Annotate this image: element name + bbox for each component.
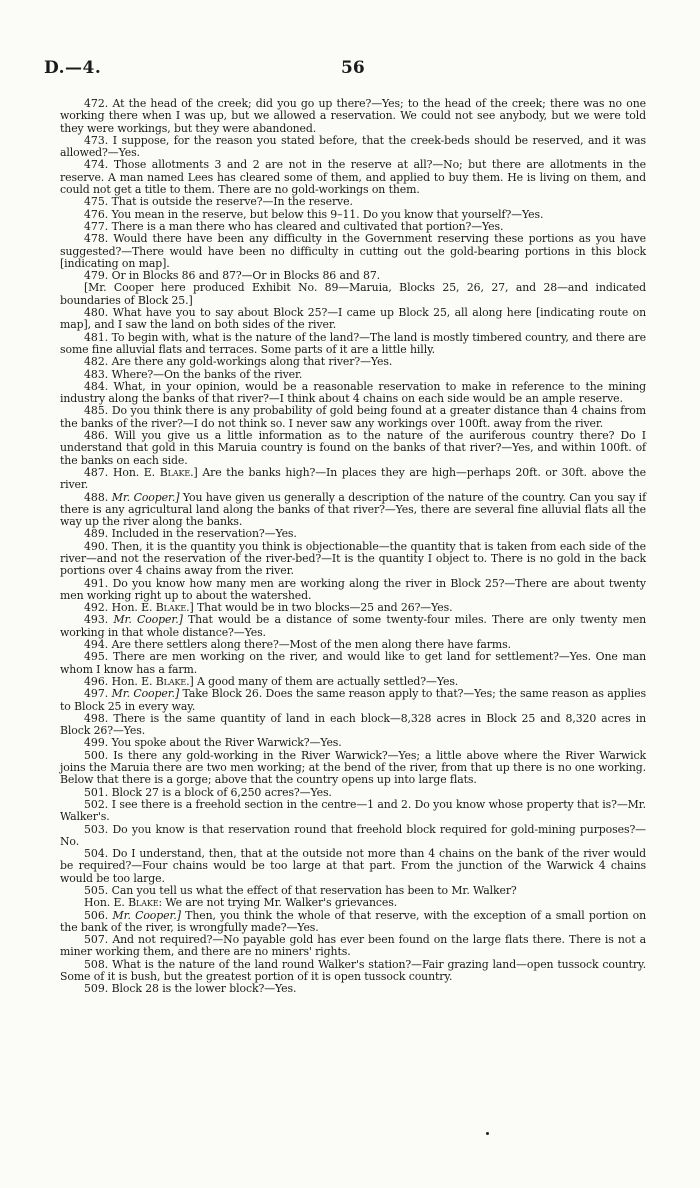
stray-mark <box>486 1132 489 1135</box>
paragraph-text: Do you think there is any probability of gold being found at a greater distance than 4 chains from the banks of the river?—I do not think so. I never saw any workings over 100ft. away from the river. <box>60 404 646 430</box>
question-number: 475. <box>84 195 109 209</box>
paragraph-text: Will you give us a little information as to the nature of the auriferous country there? Do I understand that gold in this Maruia country is found on the banks of that river?—Yes, and within 100ft. of the banks on each side. <box>60 429 646 467</box>
transcript-paragraph <box>60 332 646 357</box>
paragraph-text: Do I understand, then, that at the outside not more than 4 chains on the bank of the river would be required?—Four chains would be too large at that part. From the junction of the Warwick 4 chains would be too large. <box>60 847 646 885</box>
paragraph-text: What is the nature of the land round Walker's station?—Fair grazing land—open tussock country. Some of it is bush, but the greatest portion of it is open tussock country. <box>60 957 646 984</box>
transcript-paragraph <box>60 307 646 332</box>
speaker-name: Blake.] <box>155 601 194 615</box>
transcript-paragraph <box>60 492 646 529</box>
transcript-paragraph <box>60 282 646 307</box>
question-number: 473. <box>84 133 109 147</box>
transcript-paragraph <box>60 959 646 984</box>
transcript-body <box>60 98 646 996</box>
question-number: 490. <box>84 539 109 553</box>
paragraph-text: You have given us generally a description of the nature of the country. Can you say if there is any agricultural land along the banks of that river?—Yes, there are several fine alluvial flats all the way up the river along the banks. <box>60 490 646 529</box>
paragraph-text: That would be in two blocks—25 and 26?—Yes. <box>193 601 453 615</box>
paragraph-text: Are the banks high?—In places they are high—perhaps 20ft. or 30ft. above the river. <box>60 465 646 492</box>
speaker-name: Mr. Cooper.] <box>111 687 180 701</box>
question-number: 480. <box>84 306 109 320</box>
question-number: 487. <box>84 465 109 479</box>
paragraph-text: There are men working on the river, and would like to get land for settlement?—Yes. One man whom I know has a farm. <box>60 650 646 676</box>
transcript-paragraph <box>60 578 646 603</box>
paragraph-text: [Mr. Cooper here produced Exhibit No. 89—Maruia, Blocks 25, 26, 27, and 28—and indicated boundaries of Block 25.] <box>60 281 646 307</box>
transcript-paragraph <box>60 405 646 430</box>
transcript-paragraph <box>60 541 646 578</box>
speaker-name: Blake.] <box>159 465 198 479</box>
transcript-paragraph <box>60 934 646 959</box>
transcript-paragraph <box>60 614 646 639</box>
question-number: 504. <box>84 847 109 861</box>
paragraph-text: You spoke about the River Warwick?—Yes. <box>111 736 342 750</box>
paragraph-text: There is a man there who has cleared and cultivated that portion?—Yes. <box>111 219 504 233</box>
question-number: 491. <box>84 576 109 590</box>
question-number: 481. <box>84 330 109 344</box>
page-number: 56 <box>341 58 365 78</box>
question-number: 483. <box>84 367 109 381</box>
paragraph-text: Where?—On the banks of the river. <box>111 367 303 381</box>
transcript-paragraph <box>60 159 646 196</box>
question-number: 497. <box>84 687 109 701</box>
transcript-paragraph <box>60 651 646 676</box>
paragraph-text: Can you tell us what the effect of that reservation has been to Mr. Walker? <box>111 884 517 897</box>
page-header <box>44 58 656 78</box>
question-number: 509. <box>84 982 109 996</box>
speaker-name: Mr. Cooper.] <box>113 613 183 627</box>
paragraph-text: To begin with, what is the nature of the land?—The land is mostly timbered country, and there are some fine alluvial flats and terraces. Some parts of it are a little hilly. <box>60 330 646 356</box>
speaker-name: Mr. Cooper.] <box>111 490 180 504</box>
question-number: 506. <box>84 908 109 922</box>
paragraph-text: That would be a distance of some twenty-four miles. There are only twenty men working in that whole distance?—Yes. <box>60 613 646 639</box>
paragraph-text: What have you to say about Block 25?—I came up Block 25, all along here [indicating route on map], and I saw the land on both sides of the river. <box>60 306 646 332</box>
transcript-paragraph <box>60 799 646 824</box>
question-number: 493. <box>84 613 109 627</box>
question-number: 477. <box>84 219 109 233</box>
paragraph-text: I see there is a freehold section in the centre—1 and 2. Do you know whose property that is?—Mr. Walker's. <box>60 797 646 824</box>
paragraph-text: Do you know how many men are working along the river in Block 25?—There are about twenty men working right up to about the watershed. <box>60 576 646 602</box>
question-number: 500. <box>84 748 109 762</box>
question-number: 492. <box>84 601 109 615</box>
paragraph-text: What, in your opinion, would be a reasonable reservation to make in reference to the mining industry along the banks of that river?—I think about 4 chains on each side would be an ample reserve. <box>60 379 646 406</box>
paragraph-text: Block 28 is the lower block?—Yes. <box>111 982 297 996</box>
question-number: 495. <box>84 650 109 664</box>
question-number: 499. <box>84 736 109 750</box>
question-number: 503. <box>84 822 109 836</box>
paragraph-text: Are there any gold-workings along that river?—Yes. <box>111 355 393 369</box>
question-number: 501. <box>84 785 109 799</box>
speaker-name: Mr. Cooper.] <box>112 908 181 922</box>
question-number: 486. <box>84 429 109 443</box>
question-number: 478. <box>84 232 109 246</box>
paragraph-text: Or in Blocks 86 and 87?—Or in Blocks 86 and 87. <box>111 269 381 283</box>
transcript-paragraph <box>60 135 646 160</box>
transcript-paragraph <box>60 910 646 935</box>
question-number: 479. <box>84 269 109 283</box>
question-number: 488. <box>84 490 109 504</box>
paragraph-text: And not required?—No payable gold has ever been found on the large flats there. There is not a miner working them, and there are no miners' rights. <box>60 933 646 959</box>
question-number: 502. <box>84 797 109 811</box>
transcript-paragraph <box>60 430 646 467</box>
transcript-paragraph <box>60 98 646 135</box>
question-number: 484. <box>84 379 109 393</box>
paragraph-text: Then, it is the quantity you think is objectionable—the quantity that is taken from each side of the river—and not the reservation of the river-bed?—It is the quantity I object to. There is no gold in the back portions over 4 chains away from the river. <box>60 539 646 578</box>
speaker-prefix: Hon. E. <box>84 896 129 910</box>
paragraph-text: Is there any gold-working in the River Warwick?—Yes; a little above where the River Warwick joins the Maruia there are two men working; at the bend of the river, from that up there is no one working. Below that there is a gorge; above that the country opens up into large flats. <box>60 748 646 787</box>
transcript-paragraph <box>60 467 646 492</box>
question-number: 485. <box>84 404 109 418</box>
paragraph-text: Take Block 26. Does the same reason apply to that?—Yes; the same reason as applies to Block 25 in every way. <box>60 687 646 713</box>
transcript-paragraph <box>60 983 646 995</box>
transcript-paragraph <box>60 713 646 738</box>
speaker-prefix: Hon. E. <box>111 601 156 615</box>
transcript-paragraph <box>60 824 646 849</box>
transcript-paragraph <box>60 381 646 406</box>
paragraph-text: You mean in the reserve, but below this 9–11. Do you know that yourself?—Yes. <box>111 207 544 221</box>
paragraph-text: Are there settlers along there?—Most of the men along there have farms. <box>111 638 511 652</box>
question-number: 494. <box>84 638 109 652</box>
paragraph-text: Then, you think the whole of that reserve, with the exception of a small portion on the bank of the river, is wrongfully made?—Yes. <box>60 908 647 934</box>
speaker-name: Blake.] <box>155 674 194 688</box>
paragraph-text: There is the same quantity of land in each block—8,328 acres in Block 25 and 8,320 acres in Block 26?—Yes. <box>60 711 646 738</box>
question-number: 508. <box>84 957 109 971</box>
transcript-paragraph <box>60 688 646 713</box>
question-number: 507. <box>84 933 109 947</box>
transcript-paragraph <box>60 848 646 885</box>
speaker-prefix: Hon. E. <box>112 465 160 479</box>
question-number: 474. <box>84 158 109 172</box>
question-number: 476. <box>84 207 109 221</box>
paragraph-text: : We are not trying Mr. Walker's grievances. <box>158 896 398 910</box>
paragraph-text: Block 27 is a block of 6,250 acres?—Yes. <box>111 785 332 799</box>
question-number: 496. <box>84 674 109 688</box>
paragraph-text: I suppose, for the reason you stated before, that the creek-beds should be reserved, and it was allowed?—Yes. <box>60 133 646 160</box>
question-number: 498. <box>84 711 109 725</box>
question-number: 505. <box>84 884 109 897</box>
paragraph-text: Those allotments 3 and 2 are not in the reserve at all?—No; but there are allotments in the reserve. A man named Lees has cleared some of them, and applied to buy them. He is living on them, and could not get a title to them. There are no gold-workings on them. <box>60 158 646 197</box>
paragraph-text: Included in the reservation?—Yes. <box>111 527 297 541</box>
question-number: 472. <box>84 97 109 110</box>
transcript-paragraph <box>60 233 646 270</box>
document-id: D.—4. <box>44 58 102 78</box>
speaker-prefix: Hon. E. <box>111 674 156 688</box>
question-number: 489. <box>84 527 109 541</box>
paragraph-text: Would there have been any difficulty in the Government reserving these portions as you have suggested?—There would have been no difficulty in cutting out the gold-bearing portions in this block [indicating on map]. <box>60 232 646 270</box>
transcript-paragraph <box>60 750 646 787</box>
question-number: 482. <box>84 355 109 369</box>
paragraph-text: Do you know is that reservation round that freehold block required for gold-mining purposes?—No. <box>60 822 646 848</box>
paragraph-text: A good many of them are actually settled?—Yes. <box>193 674 459 688</box>
paragraph-text: At the head of the creek; did you go up there?—Yes; to the head of the creek; there was no one working there when I was up, but we allowed a reservation. We could not see anybody, but we were told they were workings, but they were abandoned. <box>60 97 646 135</box>
paragraph-text: That is outside the reserve?—In the reserve. <box>111 195 353 209</box>
speaker-name: Blake <box>128 896 159 910</box>
